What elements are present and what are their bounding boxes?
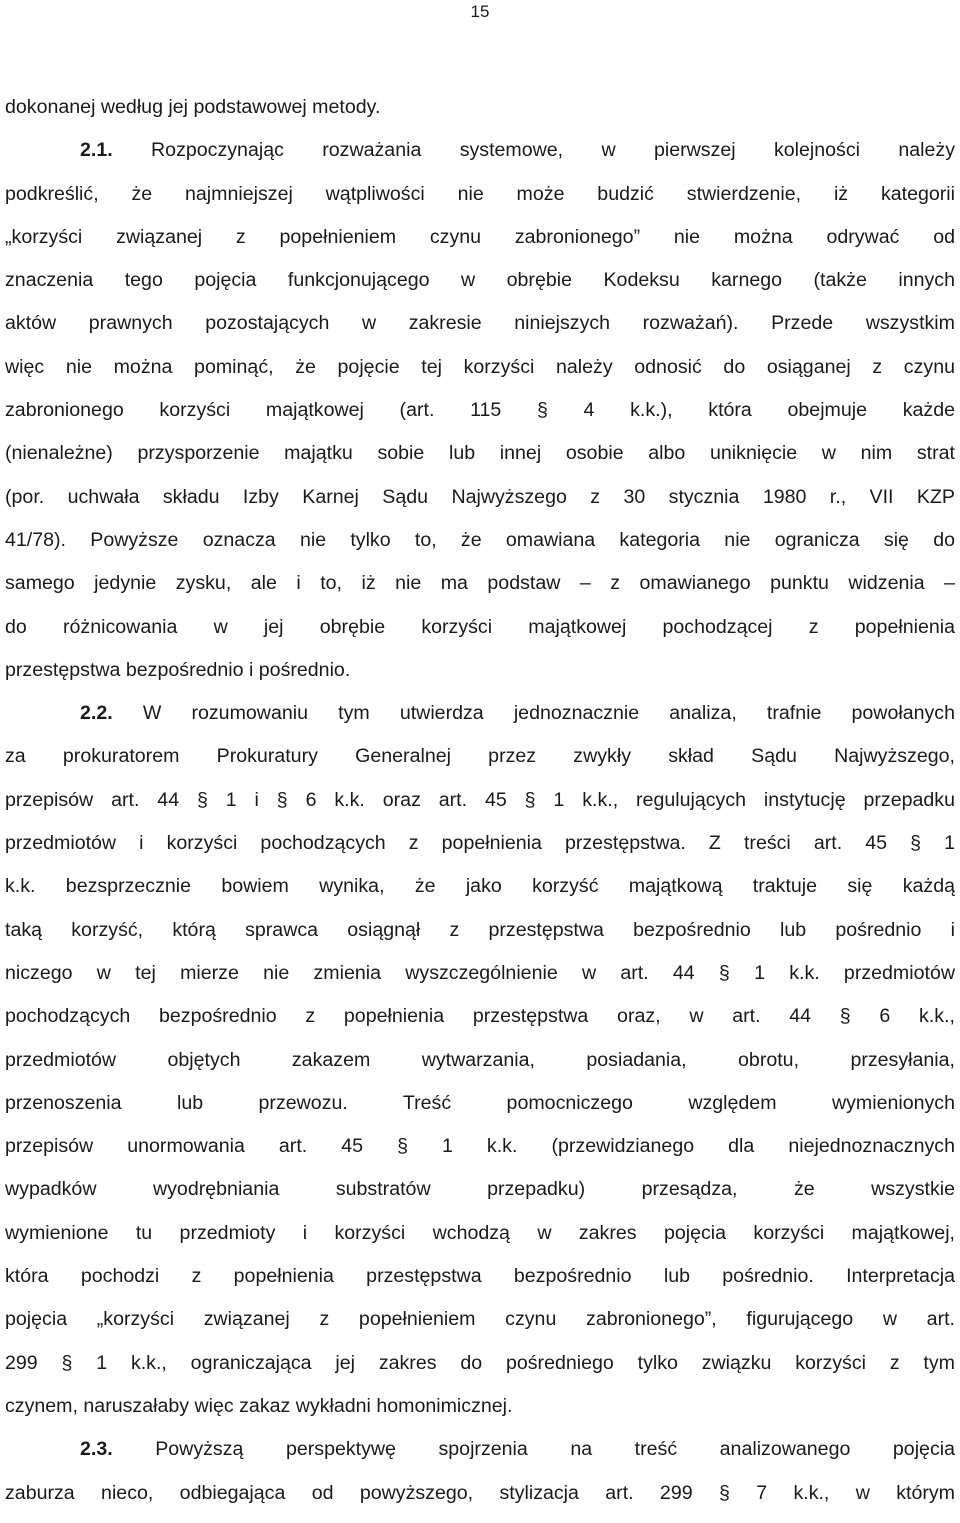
text-line <box>5 873 955 916</box>
section-number: 2.1. <box>80 139 113 162</box>
line-text: samego jedynie zysku, ale i to, iż nie ma podstaw – z omawianego punktu widzenia – <box>5 572 955 595</box>
text-line <box>5 570 955 613</box>
text-line <box>5 657 955 700</box>
text-line <box>5 94 955 137</box>
line-text: zabronionego korzyści majątkowej (art. 115 § 4 k.k.), która obejmuje każde <box>5 399 955 422</box>
line-text: (nienależne) przysporzenie majątku sobie lub innej osobie albo uniknięcie w nim strat <box>5 442 955 465</box>
text-line <box>5 440 955 483</box>
line-text: przenoszenia lub przewozu. Treść pomocniczego względem wymienionych <box>5 1091 955 1114</box>
text-line <box>5 1480 955 1523</box>
text-line <box>5 614 955 657</box>
line-text: 299 § 1 k.k., ograniczająca jej zakres do pośredniego tylko związku korzyści z tym <box>5 1351 955 1374</box>
text-line <box>5 1176 955 1219</box>
text-line <box>5 310 955 353</box>
text-line <box>5 397 955 440</box>
line-text: „korzyści związanej z popełnieniem czynu zabronionego” nie można odrywać od <box>5 225 955 248</box>
text-line <box>5 267 955 310</box>
page-number: 15 <box>470 2 490 21</box>
line-text: przestępstwa bezpośrednio i pośrednio. <box>5 658 351 681</box>
line-text: która pochodzi z popełnienia przestępstwa bezpośrednio lub pośrednio. Interpretacja <box>5 1265 955 1288</box>
line-text: W rozumowaniu tym utwierdza jednoznacznie analiza, trafnie powołanych <box>112 702 955 725</box>
body-text <box>5 94 955 1523</box>
line-text: (por. uchwała składu Izby Karnej Sądu Najwyższego z 30 stycznia 1980 r., VII KZP <box>5 485 955 508</box>
line-text: wymienione tu przedmioty i korzyści wchodzą w zakres pojęcia korzyści majątkowej, <box>5 1221 955 1244</box>
line-text: dokonanej według jej podstawowej metody. <box>5 96 381 118</box>
line-text: do różnicowania w jej obrębie korzyści majątkowej pochodzącej z popełnienia <box>5 615 955 638</box>
line-text: k.k. bezsprzecznie bowiem wynika, że jako korzyść majątkową traktuje się każdą <box>5 875 955 898</box>
text-line <box>5 1090 955 1133</box>
line-text: pojęcia „korzyści związanej z popełnieniem czynu zabronionego”, figurującego w art. <box>5 1308 955 1331</box>
line-text: zaburza nieco, odbiegająca od powyższego, stylizacja art. 299 § 7 k.k., w którym <box>5 1481 955 1504</box>
line-text: pochodzących bezpośrednio z popełnienia przestępstwa oraz, w art. 44 § 6 k.k., <box>5 1005 955 1028</box>
line-text: 41/78). Powyższe oznacza nie tylko to, że omawiana kategoria nie ogranicza się do <box>5 528 955 551</box>
line-text: niczego w tej mierze nie zmienia wyszczególnienie w art. 44 § 1 k.k. przedmiotów <box>5 961 955 984</box>
line-text: wypadków wyodrębniania substratów przepadku) przesądza, że wszystkie <box>5 1178 955 1201</box>
text-line <box>5 1350 955 1393</box>
section-line <box>5 137 955 180</box>
text-line <box>5 1393 955 1436</box>
line-text: taką korzyść, którą sprawca osiągnął z przestępstwa bezpośrednio lub pośrednio i <box>5 918 955 941</box>
text-line <box>5 1133 955 1176</box>
line-text: aktów prawnych pozostających w zakresie niniejszych rozważań). Przede wszystkim <box>5 312 955 335</box>
text-line <box>5 484 955 527</box>
line-text: przedmiotów i korzyści pochodzących z popełnienia przestępstwa. Z treści art. 45 § 1 <box>5 832 955 855</box>
line-text: za prokuratorem Prokuratury Generalnej przez zwykły skład Sądu Najwyższego, <box>5 745 955 768</box>
line-text: Rozpoczynając rozważania systemowe, w pierwszej kolejności należy <box>112 139 955 162</box>
text-line <box>5 354 955 397</box>
text-line <box>5 1263 955 1306</box>
section-number: 2.3. <box>80 1438 113 1461</box>
line-text: więc nie można pominąć, że pojęcie tej korzyści należy odnosić do osiąganej z czynu <box>5 355 955 378</box>
section-line <box>5 1436 955 1479</box>
line-text: przepisów art. 44 § 1 i § 6 k.k. oraz art. 45 § 1 k.k., regulujących instytucję przepadku <box>5 788 955 811</box>
text-line <box>5 960 955 1003</box>
line-text: przepisów unormowania art. 45 § 1 k.k. (przewidzianego dla niejednoznacznych <box>5 1135 955 1158</box>
text-line <box>5 787 955 830</box>
text-line <box>5 224 955 267</box>
text-line <box>5 1003 955 1046</box>
line-text: czynem, naruszałaby więc zakaz wykładni homonimicznej. <box>5 1394 513 1417</box>
section-number: 2.2. <box>80 702 113 725</box>
line-text: znaczenia tego pojęcia funkcjonującego w obrębie Kodeksu karnego (także innych <box>5 269 955 292</box>
text-line <box>5 527 955 570</box>
text-line <box>5 181 955 224</box>
text-line <box>5 1220 955 1263</box>
text-line <box>5 917 955 960</box>
line-text: podkreślić, że najmniejszej wątpliwości nie może budzić stwierdzenie, iż kategorii <box>5 182 955 205</box>
text-line <box>5 1047 955 1090</box>
line-text: Powyższą perspektywę spojrzenia na treść analizowanego pojęcia <box>112 1438 955 1461</box>
text-line <box>5 743 955 786</box>
text-line <box>5 830 955 873</box>
text-line <box>5 1306 955 1349</box>
line-text: przedmiotów objętych zakazem wytwarzania, posiadania, obrotu, przesyłania, <box>5 1048 955 1071</box>
section-line <box>5 700 955 743</box>
